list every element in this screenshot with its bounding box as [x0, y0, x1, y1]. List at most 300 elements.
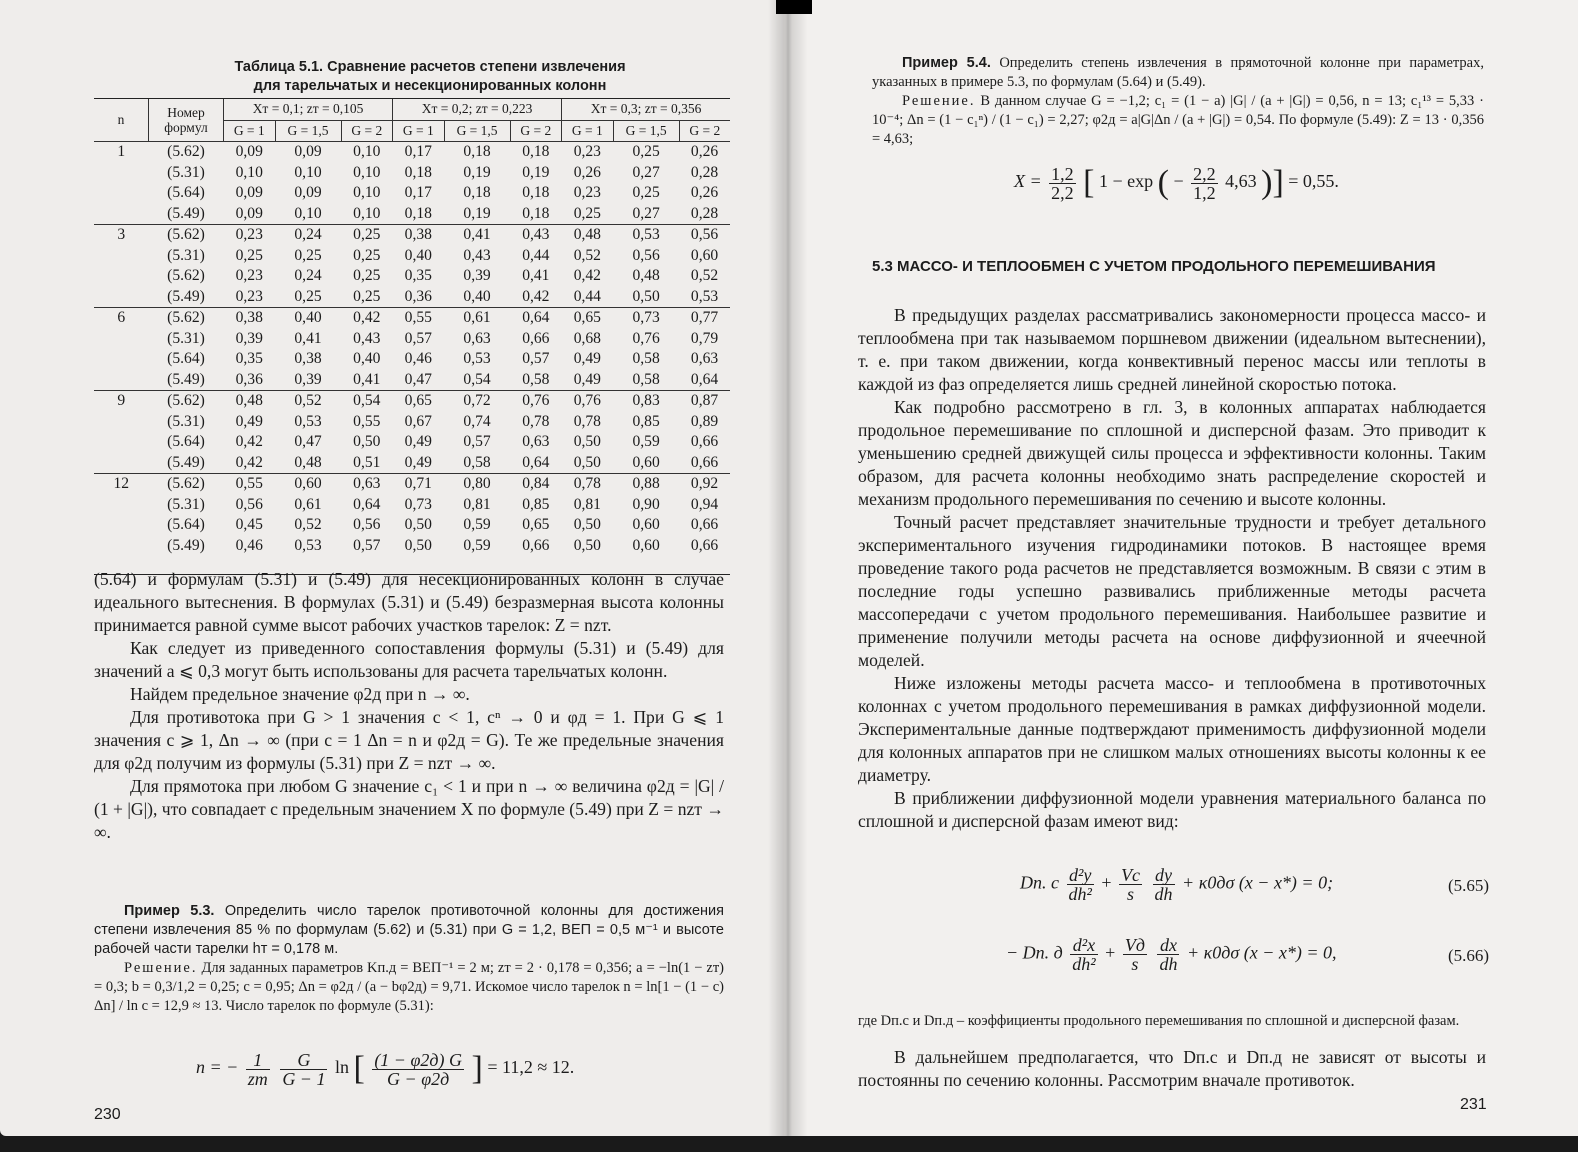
value-cell: 0,56 — [235, 495, 263, 513]
value-cell: 0,52 — [690, 267, 719, 285]
formula-ref-cell: (5.62) — [167, 143, 205, 161]
solution-label: Решение. — [124, 960, 198, 976]
value-cell: 0,58 — [613, 370, 679, 391]
table-row — [94, 432, 730, 453]
table-row — [94, 349, 730, 370]
value-cell: 0,42 — [235, 433, 263, 451]
value-cell: 0,57 — [522, 350, 550, 368]
right-paragraph-4: Ниже изложены методы расчета массо- и теплообмена в противоточных колоннах с учетом продольного перемешивания в рамках диффузионной модели. Экспериментальные данные подтверждают применимость диффузионной модели для колонных аппаратов при не слишком малых отношениях высоты колонны к ее диаметру. — [858, 673, 1486, 785]
formula-ref-cell: (5.31) — [167, 246, 205, 264]
value-cell: 0,56 — [690, 226, 719, 244]
value-cell: 0,60 — [632, 536, 660, 554]
right-paragraph-3: Точный расчет представляет значительные трудности и требует детального экспериментального изучения гидродинамики потоков. В настоящее время проведение такого рода расчетов не представляется возможным. В связи с этим в последние годы успешно развивались приближенные методы расчета массопередачи с учетом продольного перемешивания. Наибольшее развитие и применение получили методы расчета на основе диффузионной и ячеечной моделей. — [858, 512, 1486, 670]
value-cell: 0,85 — [632, 412, 660, 430]
value-cell: 0,25 — [353, 267, 381, 285]
value-cell: 0,25 — [562, 204, 614, 225]
row-n: 1 — [117, 143, 126, 161]
value-cell: 0,23 — [224, 287, 276, 308]
value-cell: 0,50 — [404, 516, 432, 534]
left-page — [0, 0, 784, 1136]
value-cell: 0,61 — [294, 495, 322, 513]
value-cell: 0,48 — [235, 392, 263, 410]
example-5-3 — [94, 902, 724, 1016]
exp-term: 1 − exp — [1098, 171, 1154, 192]
row-n — [94, 515, 149, 536]
value-cell: 0,66 — [690, 536, 719, 554]
value-cell: 0,47 — [393, 370, 445, 391]
value-cell: 0,26 — [690, 184, 719, 202]
comparison-table-wrap — [94, 98, 730, 575]
value-cell: 0,10 — [235, 163, 263, 181]
table-row — [94, 142, 730, 163]
value-cell: 0,43 — [463, 246, 491, 264]
value-cell: 0,63 — [353, 475, 381, 493]
formula-ref-cell: (5.62) — [167, 226, 205, 244]
value-cell: 0,09 — [235, 184, 263, 202]
value-cell: 0,88 — [632, 475, 660, 493]
formula-x-result: = 0,55. — [1288, 171, 1339, 192]
z-value: 4,63 — [1225, 171, 1257, 192]
row-n — [94, 453, 149, 474]
value-cell: 0,59 — [632, 433, 660, 451]
right-paragraph-2: Как подробно рассмотрено в гл. 3, в колонных аппаратах наблюдается продольное перемешивание по сплошной и дисперсной фазам. Это приводит к уменьшению средней движущей силы процесса и эффективности колонны. Таким образом, для расчета колонны необходимо знать распределение скоростей и механизм продольного перемешивания по сечению и высоте колонны. — [858, 397, 1486, 509]
value-cell: 0,53 — [632, 226, 660, 244]
value-cell: 0,50 — [573, 516, 601, 534]
value-cell: 0,50 — [573, 536, 601, 554]
sub-header: G = 2 — [510, 120, 562, 142]
table-row — [94, 329, 730, 350]
formula-ref-cell: (5.31) — [167, 329, 205, 347]
equation-5-65: Dп. c $\frac{\text{d²y}}{\text{dh²}}$ + $\frac{Vc}{s}$ $\frac{dy}{dh}$ + κ0дσ (x − x*) = 0; — [1020, 865, 1334, 904]
value-cell: 0,61 — [463, 309, 491, 327]
table-row — [94, 163, 730, 184]
sub-header: G = 1 — [224, 120, 276, 142]
table-row — [94, 225, 730, 246]
header-formula: Номер формул — [149, 99, 224, 142]
solution-text: Для заданных параметров Kп.д = ВЕП⁻¹ = 2 м; zт = 2 · 0,178 = 0,356; a = −ln(1 − zт) = 0,3; b = 0,3/1,2 = 0,25; c = 0,95; Δn = φ2д / (a − bφ2д) = 9,71. Искомое число тарелок n = ln[1 − (1 − c) Δn] / ln c = 12,9 ≈ 13. Число тарелок по формуле (5.31): — [94, 960, 724, 1014]
row-n — [94, 246, 149, 267]
value-cell: 0,09 — [235, 143, 263, 161]
value-cell: 0,38 — [235, 309, 263, 327]
formula-ref-cell: (5.62) — [167, 475, 205, 493]
value-cell: 0,80 — [463, 475, 491, 493]
value-cell: 0,53 — [463, 350, 491, 368]
value-cell: 0,77 — [690, 309, 719, 327]
formula-ref-cell: (5.31) — [167, 495, 205, 513]
row-n — [94, 183, 149, 204]
value-cell: 0,40 — [353, 350, 381, 368]
table-row — [94, 287, 730, 308]
value-cell: 0,63 — [463, 329, 491, 347]
value-cell: 0,38 — [294, 350, 322, 368]
value-cell: 0,18 — [510, 204, 562, 225]
value-cell: 0,74 — [463, 412, 491, 430]
solution-text-2: В данном случае G = −1,2; c₁ = (1 − a) |G| / (a + |G|) = 0,56, n = 13; c₁¹³ = 5,33 · 10⁻⁴; Δn = (1 − c₁ⁿ) / (1 − c₁) = 2,27; φ2д = a|G|Δn / (a + |G|) = 0,54. По формуле (5.49): Z = 13 · 0,356 = 4,63; — [872, 93, 1484, 147]
table-caption-line-1: Таблица 5.1. Сравнение расчетов степени извлечения — [234, 59, 626, 75]
value-cell: 0,66 — [522, 329, 550, 347]
value-cell: 0,50 — [562, 453, 614, 474]
value-cell: 0,90 — [632, 495, 660, 513]
value-cell: 0,56 — [632, 246, 660, 264]
value-cell: 0,66 — [690, 516, 719, 534]
value-cell: 0,58 — [632, 350, 660, 368]
sub-header: G = 1 — [393, 120, 445, 142]
formula-n: n = − $\frac{1}{zт}$ $\frac{G}{G - 1}$ ln [ $\frac{(1 - \varphi 2д) G}{G - \varphi 2д}$ ] = 11,2 ≈ 12. — [196, 1049, 575, 1089]
formula-ref-cell: (5.64) — [167, 350, 205, 368]
value-cell: 0,49 — [393, 453, 445, 474]
value-cell: 0,53 — [294, 536, 322, 554]
value-cell: 0,57 — [404, 329, 432, 347]
left-paragraph-5: Для прямотока при любом G значение c₁ < 1 и при n → ∞ величина φ2д = |G| / (1 + |G|), что совпадает с предельным значением X по формуле (5.49) при Z = nzт → ∞. — [94, 776, 724, 842]
value-cell: 0,54 — [444, 370, 510, 391]
value-cell: 0,56 — [353, 516, 381, 534]
equation-5-66: − Dп. д $\frac{\text{d²x}}{\text{dh²}}$ + $\frac{Vд}{s}$ $\frac{dx}{dh}$ + κ0дσ (x − x*) = 0, — [1006, 935, 1337, 974]
value-cell: 0,50 — [404, 536, 432, 554]
row-n: 3 — [117, 226, 126, 244]
formula-ref-cell: (5.49) — [167, 536, 205, 554]
table-row — [94, 370, 730, 391]
value-cell: 0,83 — [632, 392, 660, 410]
fraction-phi: $\frac{(1 - \varphi 2д) G}{G - \varphi 2д}$ — [374, 1049, 463, 1089]
value-cell: 0,60 — [294, 475, 322, 493]
value-cell: 0,25 — [353, 226, 381, 244]
formula-ref-cell: (5.49) — [149, 287, 224, 308]
table-row — [94, 266, 730, 287]
where-note — [858, 1012, 1486, 1031]
value-cell: 0,64 — [522, 309, 550, 327]
left-paragraph-2: Как следует из приведенного сопоставления формулы (5.31) и (5.49) для значений a ⩽ 0,3 могут быть использованы для расчета тарельчатых колонн. — [94, 638, 724, 681]
value-cell: 0,46 — [235, 536, 263, 554]
value-cell: 0,66 — [690, 433, 719, 451]
value-cell: 0,19 — [444, 204, 510, 225]
value-cell: 0,49 — [404, 433, 432, 451]
value-cell: 0,43 — [522, 226, 550, 244]
table-caption-line-2: для тарельчатых и несекционированных колонн — [253, 78, 607, 94]
value-cell: 0,25 — [353, 246, 381, 264]
equation-number-5-66: (5.66) — [1448, 946, 1490, 965]
value-cell: 0,65 — [404, 392, 432, 410]
table-row — [94, 515, 730, 536]
value-cell: 0,18 — [404, 163, 432, 181]
formula-ref-cell: (5.49) — [149, 204, 224, 225]
value-cell: 0,26 — [690, 143, 719, 161]
value-cell: 0,25 — [275, 287, 341, 308]
row-n: 12 — [113, 475, 130, 493]
value-cell: 0,42 — [224, 453, 276, 474]
formula-x: X = $\frac{1,2}{2,2}$ [ 1 − exp ( − $\frac{2,2}{1,2}$ 4,63 )] = 0,55. — [1014, 163, 1339, 203]
table-caption — [180, 58, 680, 96]
value-cell: 0,23 — [235, 267, 263, 285]
value-cell: 0,53 — [679, 287, 730, 308]
formula-n-result: = 11,2 ≈ 12. — [487, 1057, 575, 1078]
left-text-block — [94, 568, 724, 844]
value-cell: 0,40 — [404, 246, 432, 264]
where-text: где Dп.с и Dп.д – коэффициенты продольного перемешивания по сплошной и дисперсной фазам. — [858, 1013, 1460, 1029]
fraction-1-over-zt: $\frac{1}{zт}$ — [247, 1049, 268, 1089]
value-cell: 0,72 — [463, 392, 491, 410]
value-cell: 0,39 — [463, 267, 491, 285]
value-cell: 0,55 — [353, 412, 381, 430]
value-cell: 0,66 — [679, 453, 730, 474]
value-cell: 0,18 — [522, 143, 550, 161]
ln-symbol: ln — [334, 1057, 349, 1078]
value-cell: 0,10 — [294, 163, 322, 181]
value-cell: 0,49 — [573, 350, 601, 368]
right-paragraph-5: В приближении диффузионной модели уравнения материального баланса по сплошной и дисперсной фазам имеют вид: — [858, 788, 1486, 831]
value-cell: 0,10 — [353, 184, 381, 202]
fraction-2-2-over-1-2: $\frac{2,2}{1,2}$ — [1193, 163, 1216, 203]
formula-ref-cell: (5.49) — [149, 370, 224, 391]
value-cell: 0,63 — [522, 433, 550, 451]
value-cell: 0,42 — [353, 309, 381, 327]
example-5-3-text: Определить число тарелок противоточной колонны для достижения степени извлечения 85 % по формулам (5.62) и (5.31) при G = 1,2, ВЕП = 0,5 м⁻¹ и высоте рабочей части тарелки hт = 0,178 м. — [94, 903, 724, 957]
row-n — [94, 370, 149, 391]
formula-ref-cell: (5.64) — [167, 184, 205, 202]
value-cell: 0,23 — [573, 184, 601, 202]
value-cell: 0,44 — [522, 246, 550, 264]
value-cell: 0,50 — [353, 433, 381, 451]
value-cell: 0,51 — [341, 453, 393, 474]
value-cell: 0,40 — [444, 287, 510, 308]
value-cell: 0,60 — [690, 246, 719, 264]
sub-header: G = 2 — [679, 120, 730, 142]
value-cell: 0,52 — [294, 516, 322, 534]
value-cell: 0,54 — [353, 392, 381, 410]
value-cell: 0,10 — [353, 143, 381, 161]
value-cell: 0,81 — [573, 495, 601, 513]
value-cell: 0,81 — [463, 495, 491, 513]
value-cell: 0,17 — [404, 184, 432, 202]
value-cell: 0,84 — [522, 475, 550, 493]
table-row — [94, 474, 730, 495]
value-cell: 0,66 — [522, 536, 550, 554]
value-cell: 0,24 — [294, 267, 322, 285]
value-cell: 0,10 — [341, 204, 393, 225]
value-cell: 0,44 — [562, 287, 614, 308]
value-cell: 0,41 — [341, 370, 393, 391]
table-row — [94, 536, 730, 557]
value-cell: 0,46 — [404, 350, 432, 368]
value-cell: 0,41 — [294, 329, 322, 347]
value-cell: 0,24 — [294, 226, 322, 244]
row-n — [94, 536, 149, 557]
page-number-right: 231 — [1460, 1096, 1487, 1113]
row-n: 6 — [117, 309, 126, 327]
table-row — [94, 246, 730, 267]
value-cell: 0,92 — [690, 475, 719, 493]
fraction-g-over-g-minus-1: $\frac{G}{G - 1}$ — [282, 1049, 326, 1089]
value-cell: 0,09 — [294, 184, 322, 202]
group-header-2: Xт = 0,2; zт = 0,223 — [393, 99, 562, 120]
row-n — [94, 432, 149, 453]
value-cell: 0,57 — [463, 433, 491, 451]
value-cell: 0,39 — [275, 370, 341, 391]
value-cell: 0,38 — [404, 226, 432, 244]
group-header-1: Xт = 0,1; zт = 0,105 — [224, 99, 393, 120]
row-n — [94, 329, 149, 350]
value-cell: 0,48 — [632, 267, 660, 285]
value-cell: 0,49 — [562, 370, 614, 391]
value-cell: 0,26 — [573, 163, 601, 181]
value-cell: 0,19 — [522, 163, 550, 181]
value-cell: 0,55 — [235, 475, 263, 493]
formula-ref-cell: (5.62) — [167, 309, 205, 327]
left-paragraph-4: Для противотока при G > 1 значения c < 1, cⁿ → 0 и φд = 1. При G ⩽ 1 значения c ⩾ 1, Δn → ∞ (при c = 1 Δn = n и φ2д = G). Те же предельные значения для φ2д получим из формулы (5.31) при Z = nzт → ∞. — [94, 707, 724, 773]
value-cell: 0,57 — [353, 536, 381, 554]
value-cell: 0,78 — [522, 412, 550, 430]
value-cell: 0,35 — [404, 267, 432, 285]
formula-ref-cell: (5.64) — [167, 433, 205, 451]
fraction-1-2-over-2-2: $\frac{1,2}{2,2}$ — [1051, 163, 1074, 203]
formula-ref-cell: (5.62) — [167, 267, 205, 285]
value-cell: 0,50 — [613, 287, 679, 308]
value-cell: 0,09 — [224, 204, 276, 225]
value-cell: 0,76 — [632, 329, 660, 347]
value-cell: 0,18 — [393, 204, 445, 225]
value-cell: 0,48 — [573, 226, 601, 244]
right-last-paragraph — [858, 1046, 1486, 1092]
formula-ref-cell: (5.49) — [149, 453, 224, 474]
value-cell: 0,73 — [404, 495, 432, 513]
value-cell: 0,60 — [613, 453, 679, 474]
solution-label-2: Решение. — [902, 93, 976, 109]
value-cell: 0,79 — [690, 329, 719, 347]
formula-ref-cell: (5.62) — [167, 392, 205, 410]
value-cell: 0,59 — [463, 536, 491, 554]
row-n: 9 — [117, 392, 126, 410]
right-paragraph-6: В дальнейшем предполагается, что Dп.с и Dп.д не зависят от высоты и постоянны по сечению колонны. Рассмотрим вначале противоток. — [858, 1047, 1486, 1090]
value-cell: 0,58 — [510, 370, 562, 391]
sub-header: G = 1 — [562, 120, 614, 142]
value-cell: 0,23 — [573, 143, 601, 161]
formula-x-lhs: X = — [1014, 171, 1042, 192]
value-cell: 0,76 — [573, 392, 601, 410]
value-cell: 0,76 — [522, 392, 550, 410]
formula-ref-cell: (5.31) — [167, 412, 205, 430]
table-row — [94, 412, 730, 433]
value-cell: 0,68 — [573, 329, 601, 347]
value-cell: 0,65 — [573, 309, 601, 327]
sub-header: G = 1,5 — [444, 120, 510, 142]
value-cell: 0,42 — [573, 267, 601, 285]
value-cell: 0,19 — [463, 163, 491, 181]
row-n — [94, 349, 149, 370]
value-cell: 0,63 — [690, 350, 719, 368]
value-cell: 0,17 — [404, 143, 432, 161]
value-cell: 0,52 — [294, 392, 322, 410]
value-cell: 0,42 — [510, 287, 562, 308]
value-cell: 0,59 — [463, 516, 491, 534]
value-cell: 0,25 — [341, 287, 393, 308]
scan-corner — [776, 0, 812, 14]
sub-header: G = 1,5 — [275, 120, 341, 142]
example-5-3-title: Пример 5.3. — [124, 903, 215, 919]
table-row — [94, 495, 730, 516]
value-cell: 0,43 — [353, 329, 381, 347]
value-cell: 0,73 — [632, 309, 660, 327]
value-cell: 0,65 — [522, 516, 550, 534]
comparison-table — [94, 99, 730, 556]
row-n — [94, 204, 149, 225]
value-cell: 0,41 — [463, 226, 491, 244]
value-cell: 0,41 — [522, 267, 550, 285]
row-n — [94, 412, 149, 433]
value-cell: 0,27 — [613, 204, 679, 225]
value-cell: 0,71 — [404, 475, 432, 493]
value-cell: 0,60 — [632, 516, 660, 534]
value-cell: 0,49 — [235, 412, 263, 430]
value-cell: 0,50 — [573, 433, 601, 451]
group-header-3: Xт = 0,3; zт = 0,356 — [562, 99, 730, 120]
value-cell: 0,47 — [294, 433, 322, 451]
row-n — [94, 266, 149, 287]
left-paragraph-3: Найдем предельное значение φ2д при n → ∞. — [130, 684, 470, 704]
value-cell: 0,89 — [690, 412, 719, 430]
value-cell: 0,09 — [294, 143, 322, 161]
value-cell: 0,52 — [573, 246, 601, 264]
value-cell: 0,36 — [224, 370, 276, 391]
table-row — [94, 308, 730, 329]
formula-ref-cell: (5.64) — [167, 516, 205, 534]
value-cell: 0,10 — [275, 204, 341, 225]
value-cell: 0,10 — [353, 163, 381, 181]
value-cell: 0,87 — [690, 392, 719, 410]
equation-number-5-65: (5.65) — [1448, 876, 1490, 895]
table-row — [94, 183, 730, 204]
row-n — [94, 163, 149, 184]
value-cell: 0,85 — [522, 495, 550, 513]
value-cell: 0,40 — [294, 309, 322, 327]
sub-header: G = 2 — [341, 120, 393, 142]
example-5-4-text: Определить степень извлечения в прямоточной колонне при параметрах, указанных в примере 5.3, по формулам (5.64) и (5.49). — [872, 55, 1484, 90]
right-text-block — [858, 304, 1486, 833]
value-cell: 0,18 — [522, 184, 550, 202]
value-cell: 0,78 — [573, 475, 601, 493]
row-n — [94, 495, 149, 516]
value-cell: 0,28 — [690, 163, 719, 181]
sub-header: G = 1,5 — [613, 120, 679, 142]
value-cell: 0,18 — [463, 184, 491, 202]
value-cell: 0,35 — [235, 350, 263, 368]
value-cell: 0,25 — [235, 246, 263, 264]
value-cell: 0,64 — [510, 453, 562, 474]
value-cell: 0,58 — [444, 453, 510, 474]
value-cell: 0,39 — [235, 329, 263, 347]
example-5-4 — [872, 54, 1484, 149]
value-cell: 0,67 — [404, 412, 432, 430]
value-cell: 0,78 — [573, 412, 601, 430]
value-cell: 0,94 — [690, 495, 719, 513]
value-cell: 0,25 — [632, 143, 660, 161]
value-cell: 0,45 — [235, 516, 263, 534]
value-cell: 0,64 — [679, 370, 730, 391]
value-cell: 0,64 — [353, 495, 381, 513]
formula-ref-cell: (5.31) — [167, 163, 205, 181]
header-n: n — [94, 99, 149, 142]
value-cell: 0,18 — [463, 143, 491, 161]
value-cell: 0,27 — [632, 163, 660, 181]
left-paragraph-1: (5.64) и формулам (5.31) и (5.49) для несекционированных колонн в случае идеального вытеснения. В формулах (5.31) и (5.49) безразмерная высота колонны принимается равной сумме высот рабочих участков тарелок: Z = nzт. — [94, 569, 724, 635]
value-cell: 0,48 — [275, 453, 341, 474]
value-cell: 0,53 — [294, 412, 322, 430]
row-n — [94, 287, 149, 308]
right-page — [784, 0, 1578, 1136]
value-cell: 0,25 — [632, 184, 660, 202]
page-number-left: 230 — [94, 1106, 121, 1123]
right-paragraph-1: В предыдущих разделах рассматривались закономерности процесса массо- и теплообмена при так называемом поршневом движении (идеальном вытеснении), т. е. при таком движении, когда конвективный перенос массы или теплоты в каждой из фаз определяется лишь средней линейной скоростью потока. — [858, 305, 1486, 394]
value-cell: 0,23 — [235, 226, 263, 244]
table-row — [94, 391, 730, 412]
